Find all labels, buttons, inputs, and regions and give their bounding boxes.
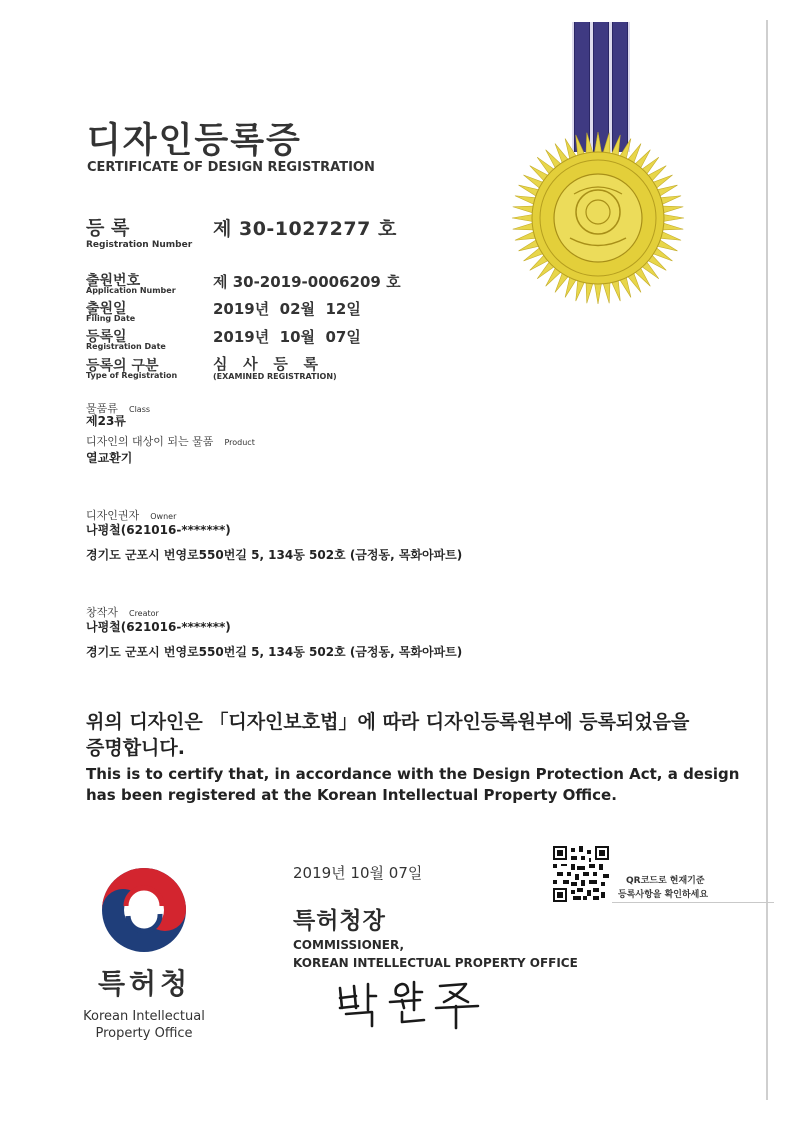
qr-divider [612, 902, 774, 903]
qr-caption-line: QR코드로 현재기준 [626, 876, 705, 886]
registration-type-en: (EXAMINED REGISTRATION) [213, 372, 337, 381]
class-value: 제23류 [86, 414, 126, 428]
registration-number: 제 30-1027277 호 [213, 218, 397, 240]
issue-date: 2019년 10월 07일 [293, 864, 423, 882]
field-label-en: Registration Date [86, 342, 166, 351]
logo-ko: 특허청 [98, 967, 192, 1000]
logo-en-line: Property Office [95, 1026, 193, 1041]
statement-ko-line: 증명합니다. [86, 737, 185, 759]
qr-code-icon[interactable] [553, 846, 609, 902]
class-label: 물품류 [86, 402, 118, 415]
signatory-title-en-line: COMMISSIONER, [293, 938, 405, 952]
owner-label: 디자인권자 [86, 509, 140, 522]
signatory-title-en [293, 936, 578, 972]
handwritten-signature [332, 976, 492, 1032]
owner-name: 나평철(621016-*******) [86, 523, 231, 537]
gold-seal-icon [508, 128, 688, 308]
registration-type: 심 사 등 록 [213, 355, 318, 373]
qr-caption [618, 874, 708, 902]
creator-address: 경기도 군포시 번영로550번길 5, 134동 502호 (금정동, 목화아파트) [86, 645, 463, 659]
statement-en-line: This is to certify that, in accordance with the Design Protection Act, a design [86, 765, 740, 783]
certificate-title-en: CERTIFICATE OF DESIGN REGISTRATION [87, 160, 375, 175]
filing-date: 2019년 02월 12일 [213, 300, 361, 318]
registration-label: 등 록 [86, 217, 130, 239]
certificate-title: 디자인등록증 [87, 121, 302, 161]
registration-label-en: Registration Number [86, 240, 193, 250]
owner-label-en: Owner [150, 512, 177, 521]
application-number: 제 30-2019-0006209 호 [213, 273, 401, 291]
owner-address: 경기도 군포시 번영로550번길 5, 134동 502호 (금정동, 목화아파트) [86, 548, 463, 562]
class-label-en: Class [128, 405, 151, 414]
statement-en-line: has been registered at the Korean Intellectual Property Office. [86, 786, 617, 804]
field-label: 등록일 [86, 329, 127, 345]
signatory-title: 특허청장 [293, 908, 386, 934]
product-label-group [86, 430, 255, 449]
field-label-en: Type of Registration [86, 371, 178, 380]
statement-ko-line: 위의 디자인은 「디자인보호법」에 따라 디자인등록원부에 등록되었음을 [86, 711, 690, 733]
field-label: 등록의 구분 [86, 358, 159, 374]
field-label: 출원번호 [86, 273, 141, 289]
product-label-en: Product [224, 438, 255, 447]
creator-label-en: Creator [128, 609, 159, 618]
registration-date: 2019년 10월 07일 [213, 328, 361, 346]
page-edge-line [766, 20, 768, 1100]
product-label: 디자인의 대상이 되는 물품 [86, 435, 214, 448]
statement-en [86, 764, 739, 806]
statement-ko [86, 709, 689, 761]
field-label-en: Filing Date [86, 314, 136, 323]
product-value: 열교환기 [86, 451, 133, 465]
signatory-title-en-line: KOREAN INTELLECTUAL PROPERTY OFFICE [293, 956, 578, 970]
creator-label: 창작자 [86, 606, 118, 619]
field-label: 출원일 [86, 301, 127, 317]
logo-en [82, 1008, 206, 1042]
field-label-en: Application Number [86, 286, 176, 295]
creator-name: 나평철(621016-*******) [86, 620, 231, 634]
logo-en-line: Korean Intellectual [83, 1009, 205, 1024]
qr-caption-line: 등록사항을 확인하세요 [618, 890, 709, 900]
taegeuk-logo-icon [100, 866, 188, 954]
